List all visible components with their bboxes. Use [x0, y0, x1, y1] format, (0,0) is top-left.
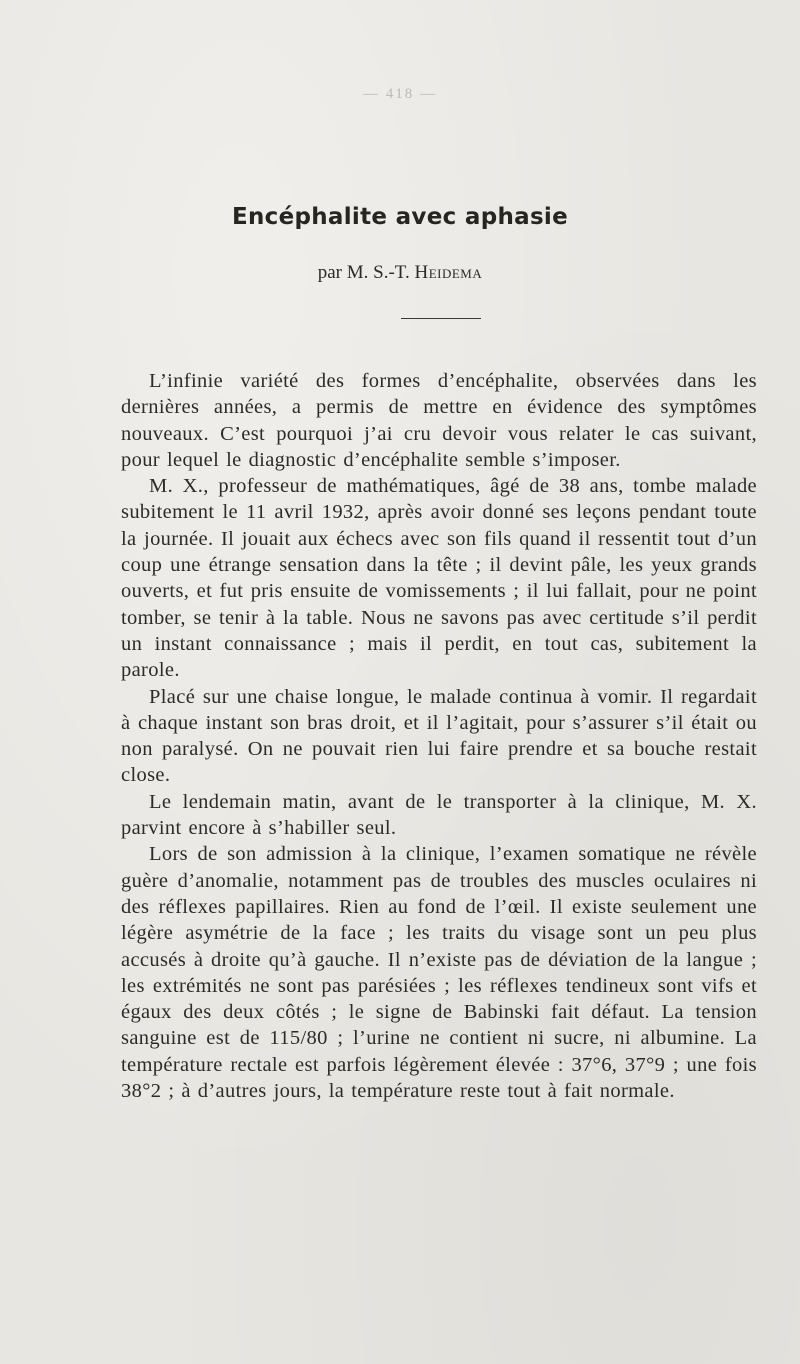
article-body — [121, 368, 757, 1104]
title-separator-rule — [401, 318, 481, 319]
byline — [0, 262, 800, 284]
paragraph-intro: L’infinie variété des formes d’encéphalite, observées dans les dernières années, a permis de mettre en évidence des symptômes nouveaux. C’est pourquoi j’ai cru devoir vous relater le cas suivant, pour lequel le diagnostic d’encéphalite semble s’imposer. — [121, 370, 757, 471]
article-title: Encéphalite avec aphasie — [231, 204, 569, 230]
byline-prefix: par M. S.-T. — [317, 262, 410, 283]
paragraph-next-morning: Le lendemain matin, avant de le transporter à la clinique, M. X. parvint encore à s’habiller seul. — [121, 790, 757, 840]
paragraph-clinical-exam: Lors de son admission à la clinique, l’examen somatique ne révèle guère d’anomalie, notamment pas de troubles des muscles oculaires ni des réflexes papillaires. Rien au fond de l’œil. Il existe seulement une légère asymétrie de la face ; les traits du visage sont un peu plus accusés à droite qu’à gauche. Il n’existe pas de déviation de la langue ; les extrémités ne sont pas parésiées ; les réflexes tendineux sont vifs et égaux des deux côtés ; le signe de Babinski fait défaut. La tension sanguine est de 115/80 ; l’urine ne contient ni sucre, ni albumine. La température rectale est parfois légèrement élevée : 37°6, 37°9 ; une fois 38°2 ; à d’autres jours, la température reste tout à fait normale. — [121, 843, 757, 1103]
running-head-page-number: — 418 — — [363, 86, 437, 102]
paragraph-chaise-longue: Placé sur une chaise longue, le malade continua à vomir. Il regardait à chaque instant son bras droit, et il l’agitait, pour s’assurer s’il était ou non paralysé. On ne pouvait rien lui faire prendre et sa bouche restait close. — [121, 685, 757, 787]
paragraph-case-onset: M. X., professeur de mathématiques, âgé de 38 ans, tombe malade subitement le 11 avril 1932, après avoir donné ses leçons pendant toute la journée. Il jouait aux échecs avec son fils quand il ressentit tout d’un coup une étrange sensation dans la tête ; il devint pâle, les yeux grands ouverts, et fut pris ensuite de vomissements ; il lui fallait, pour ne point tomber, se tenir à la table. Nous ne savons pas avec certitude s’il perdit un instant connaissance ; mais il perdit, en tout cas, subitement la parole. — [121, 475, 757, 682]
author-surname: Heidema — [414, 262, 483, 283]
